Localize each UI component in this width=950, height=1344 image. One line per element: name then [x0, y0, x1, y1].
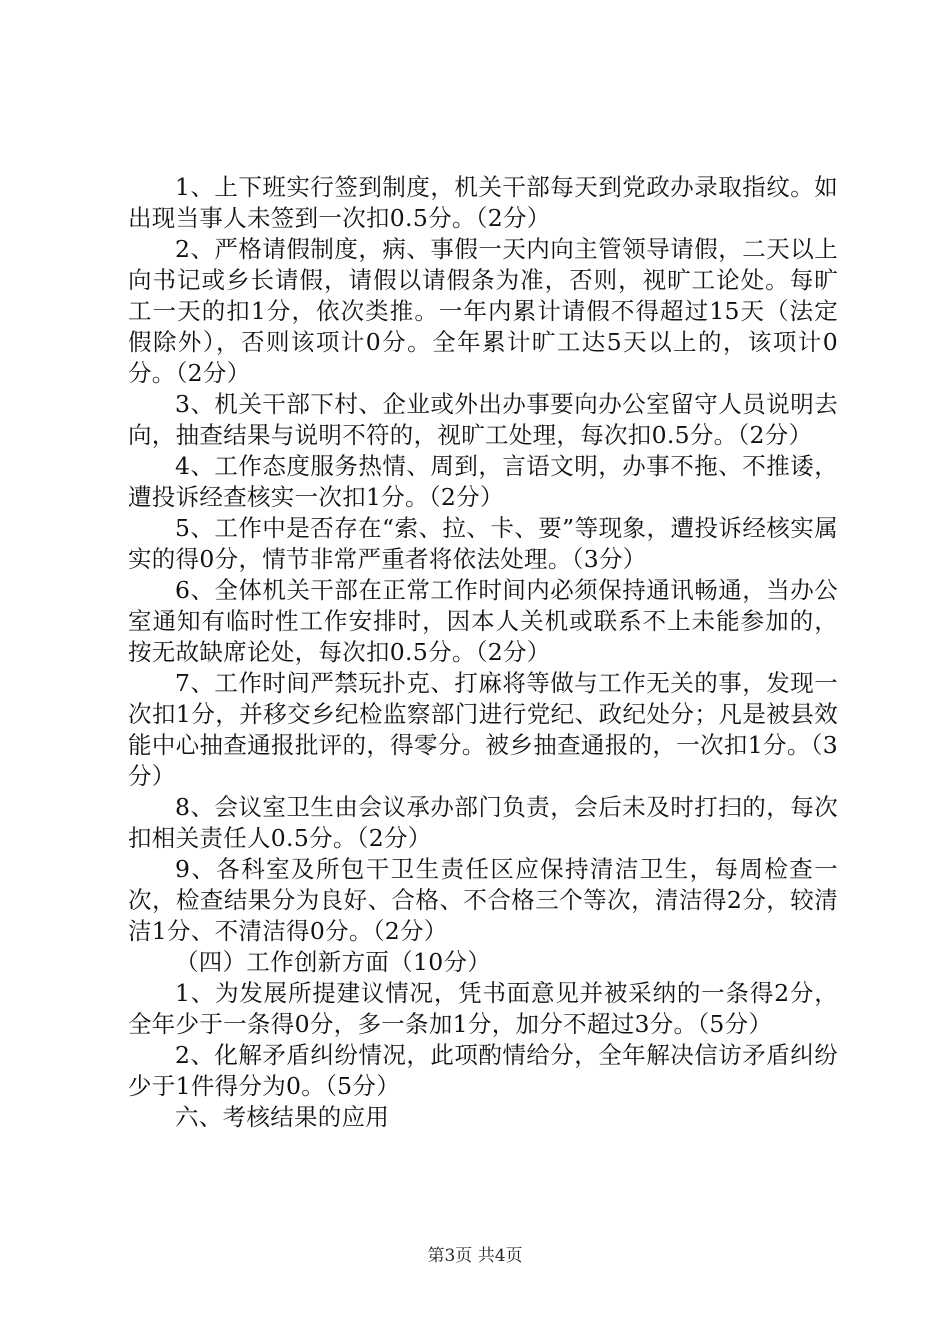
section-heading-results: 六、考核结果的应用	[175, 1103, 390, 1131]
page-footer: 第3页 共4页	[427, 1246, 523, 1266]
paragraph-3: 3、机关干部下村、企业或外出办事要向办公室留守人员说明去向，抽查结果与说明不符的，视旷工处理，每次扣0.5分。（2分）	[128, 390, 838, 449]
paragraph-6: 6、全体机关干部在正常工作时间内必须保持通讯畅通，当办公室通知有临时性工作安排时，因本人关机或联系不上未能参加的，按无故缺席论处，每次扣0.5分。（2分）	[128, 576, 838, 666]
paragraph-innovation-1: 1、为发展所提建议情况，凭书面意见并被采纳的一条得2分，全年少于一条得0分，多一条加1分，加分不超过3分。（5分）	[128, 979, 838, 1038]
paragraph-5: 5、工作中是否存在“索、拉、卡、要”等现象，遭投诉经核实属实的得0分，情节非常严重者将依法处理。（3分）	[128, 514, 838, 573]
paragraph-8: 8、会议室卫生由会议承办部门负责，会后未及时打扫的，每次扣相关责任人0.5分。（2分）	[128, 793, 838, 852]
paragraph-innovation-2: 2、化解矛盾纠纷情况，此项酌情给分，全年解决信访矛盾纠纷少于1件得分为0。（5分）	[128, 1041, 838, 1100]
paragraph-2: 2、严格请假制度，病、事假一天内向主管领导请假，二天以上向书记或乡长请假，请假以请假条为准，否则，视旷工论处。每旷工一天的扣1分，依次类推。一年内累计请假不得超过15天（法定假除外），否则该项计0分。全年累计旷工达5天以上的，该项计0分。（2分）	[128, 235, 838, 387]
paragraph-9: 9、各科室及所包干卫生责任区应保持清洁卫生，每周检查一次，检查结果分为良好、合格、不合格三个等次，清洁得2分，较清洁1分、不清洁得0分。（2分）	[128, 855, 838, 945]
paragraph-4: 4、工作态度服务热情、周到，言语文明，办事不拖、不推诿，遭投诉经查核实一次扣1分。（2分）	[128, 452, 838, 511]
section-heading-innovation: （四）工作创新方面（10分）	[175, 948, 492, 976]
paragraph-7: 7、工作时间严禁玩扑克、打麻将等做与工作无关的事，发现一次扣1分，并移交乡纪检监察部门进行党纪、政纪处分；凡是被县效能中心抽查通报批评的，得零分。被乡抽查通报的，一次扣1分。（3分）	[128, 669, 838, 790]
document-body	[128, 172, 838, 1133]
paragraph-1: 1、上下班实行签到制度，机关干部每天到党政办录取指纹。如出现当事人未签到一次扣0.5分。（2分）	[128, 173, 838, 232]
